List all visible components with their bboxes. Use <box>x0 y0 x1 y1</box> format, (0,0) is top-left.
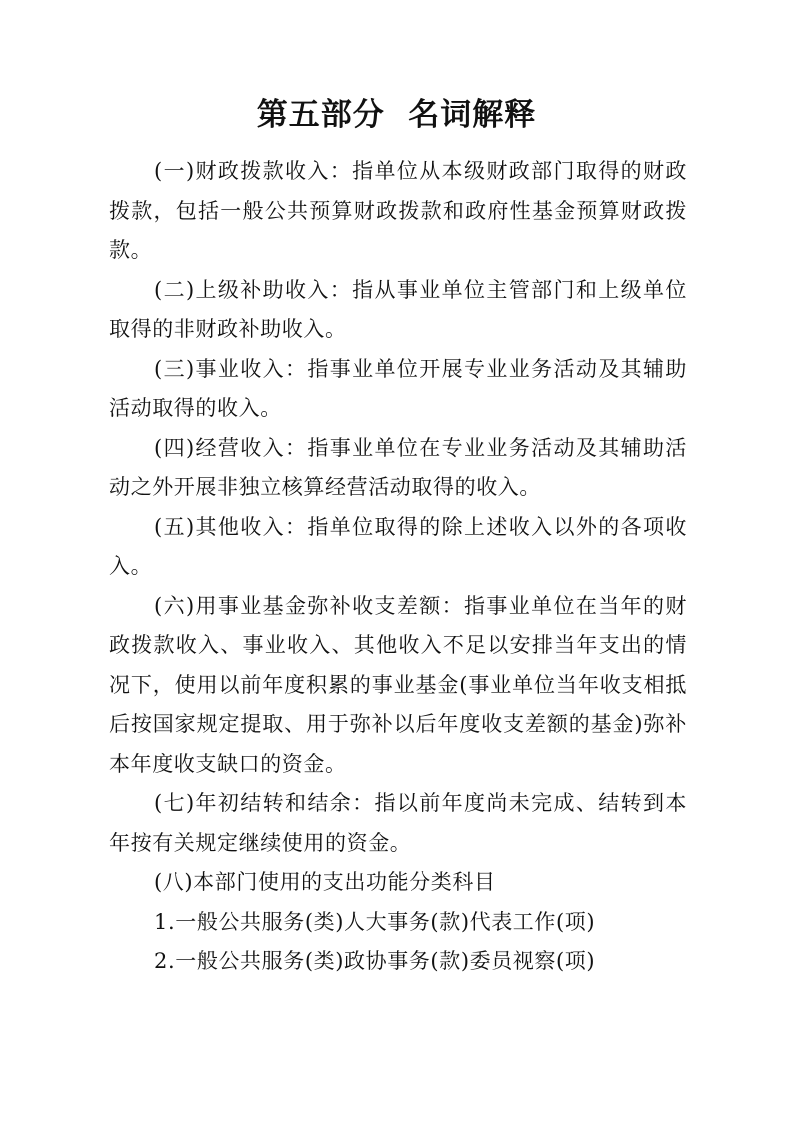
paragraph-business-fund-offset: (六)用事业基金弥补收支差额：指事业单位在当年的财政拨款收入、事业收入、其他收入不足以安排当年支出的情况下，使用以前年度积累的事业基金(事业单位当年收支相抵后按国家规定提取、用于弥补以后年度收支差额的基金)弥补本年度收支缺口的资金。 <box>109 593 687 776</box>
paragraph-operating-income: (四)经营收入：指事业单位在专业业务活动及其辅助活动之外开展非独立核算经营活动取得的收入。 <box>109 435 687 499</box>
paragraph-carryover-balance: (七)年初结转和结余：指以前年度尚未完成、结转到本年按有关规定继续使用的资金。 <box>109 791 687 855</box>
paragraph-business-income: (三)事业收入：指事业单位开展专业业务活动及其辅助活动取得的收入。 <box>109 356 687 420</box>
list-item-classification-1: 1.一般公共服务(类)人大事务(款)代表工作(项) <box>154 909 596 934</box>
list-item-classification-2: 2.一般公共服务(类)政协事务(款)委员视察(项) <box>154 949 596 973</box>
document-body <box>109 152 687 982</box>
paragraph-superior-subsidy-income: (二)上级补助收入：指从事业单位主管部门和上级单位取得的非财政补助收入。 <box>109 277 687 341</box>
page-title: 第五部分 名词解释 <box>256 97 537 133</box>
paragraph-expenditure-classification-heading: (八)本部门使用的支出功能分类科目 <box>154 870 496 894</box>
paragraph-other-income: (五)其他收入：指单位取得的除上述收入以外的各项收入。 <box>109 514 687 578</box>
paragraph-fiscal-appropriation-income: (一)财政拨款收入：指单位从本级财政部门取得的财政拨款，包括一般公共预算财政拨款和政府性基金预算财政拨款。 <box>109 159 687 262</box>
